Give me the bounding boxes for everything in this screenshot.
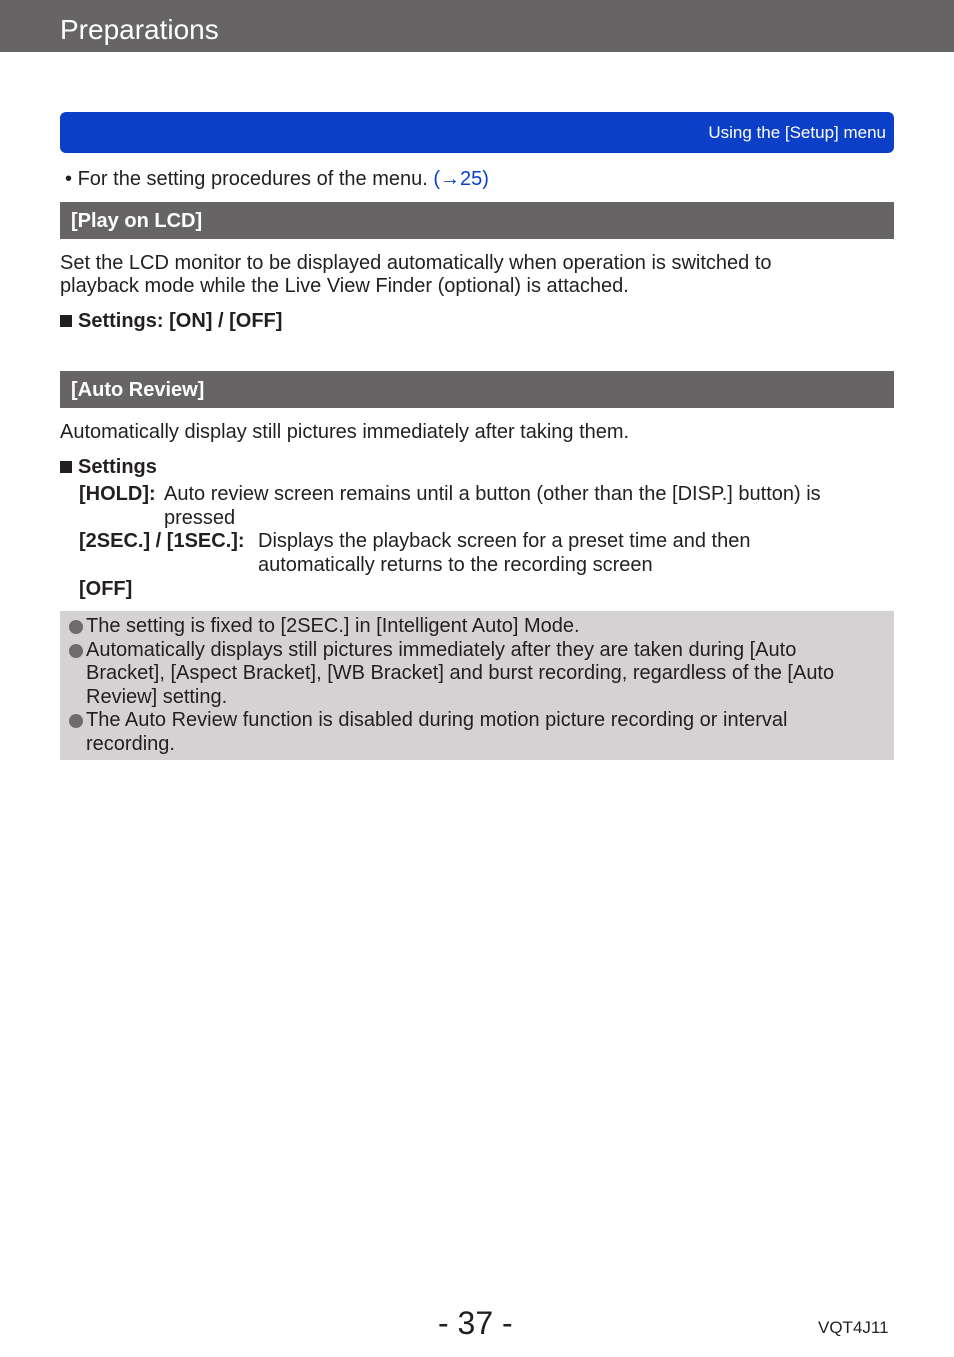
intro-note (65, 167, 489, 191)
note-line: Review] setting. (86, 685, 228, 708)
page-number: - 37 - (438, 1305, 513, 1341)
option-term-hold: [HOLD]: (79, 483, 156, 505)
header-bar (0, 0, 954, 52)
play-on-lcd-settings (60, 310, 860, 333)
option-desc-line: pressed (164, 507, 236, 529)
option-desc-line: Displays the playback screen for a preset time and then (258, 530, 751, 552)
auto-review-description: Automatically display still pictures immediately after taking them. (60, 421, 630, 443)
note-line: recording. (86, 732, 175, 755)
chapter-title: Preparations (60, 14, 219, 45)
page-reference-link[interactable]: (→25) (433, 168, 489, 190)
section-title: [Play on LCD] (71, 210, 203, 232)
option-term-off: [OFF] (79, 578, 133, 600)
circle-bullet-icon (69, 620, 83, 634)
circle-bullet-icon (69, 644, 83, 658)
bullet-icon: • (65, 168, 73, 190)
auto-review-settings-heading (60, 456, 860, 479)
notes-box (60, 611, 894, 760)
circle-bullet-icon (69, 714, 83, 728)
document-code: VQT4J11 (818, 1318, 889, 1337)
section-title: [Auto Review] (71, 379, 205, 401)
play-on-lcd-description (60, 252, 860, 298)
section-bar-play-on-lcd (60, 202, 894, 239)
menu-section-bar (60, 112, 894, 153)
square-bullet-icon (60, 461, 72, 473)
option-term-2sec-1sec: [2SEC.] / [1SEC.]: (79, 530, 245, 552)
option-desc-2sec-1sec (258, 529, 954, 577)
option-desc-hold (164, 482, 864, 530)
note-line: Automatically displays still pictures immediately after they are taken during [Auto (86, 638, 797, 661)
settings-label: Settings (78, 456, 157, 478)
intro-text: For the setting procedures of the menu. (77, 168, 428, 190)
square-bullet-icon (60, 315, 72, 327)
menu-section-label: Using the [Setup] menu (708, 123, 886, 142)
note-line: The setting is fixed to [2SEC.] in [Intelligent Auto] Mode. (86, 615, 580, 637)
description-line: playback mode while the Live View Finder (optional) is attached. (60, 275, 629, 297)
section-bar-auto-review (60, 371, 894, 408)
option-desc-line: Auto review screen remains until a button (other than the [DISP.] button) is (164, 483, 821, 505)
description-line: Set the LCD monitor to be displayed automatically when operation is switched to (60, 252, 772, 274)
note-line: The Auto Review function is disabled during motion picture recording or interval (86, 709, 788, 731)
settings-text: Settings: [ON] / [OFF] (78, 310, 283, 332)
note-line: Bracket], [Aspect Bracket], [WB Bracket] and burst recording, regardless of the [Auto (86, 662, 835, 684)
option-desc-line: automatically returns to the recording screen (258, 554, 653, 576)
